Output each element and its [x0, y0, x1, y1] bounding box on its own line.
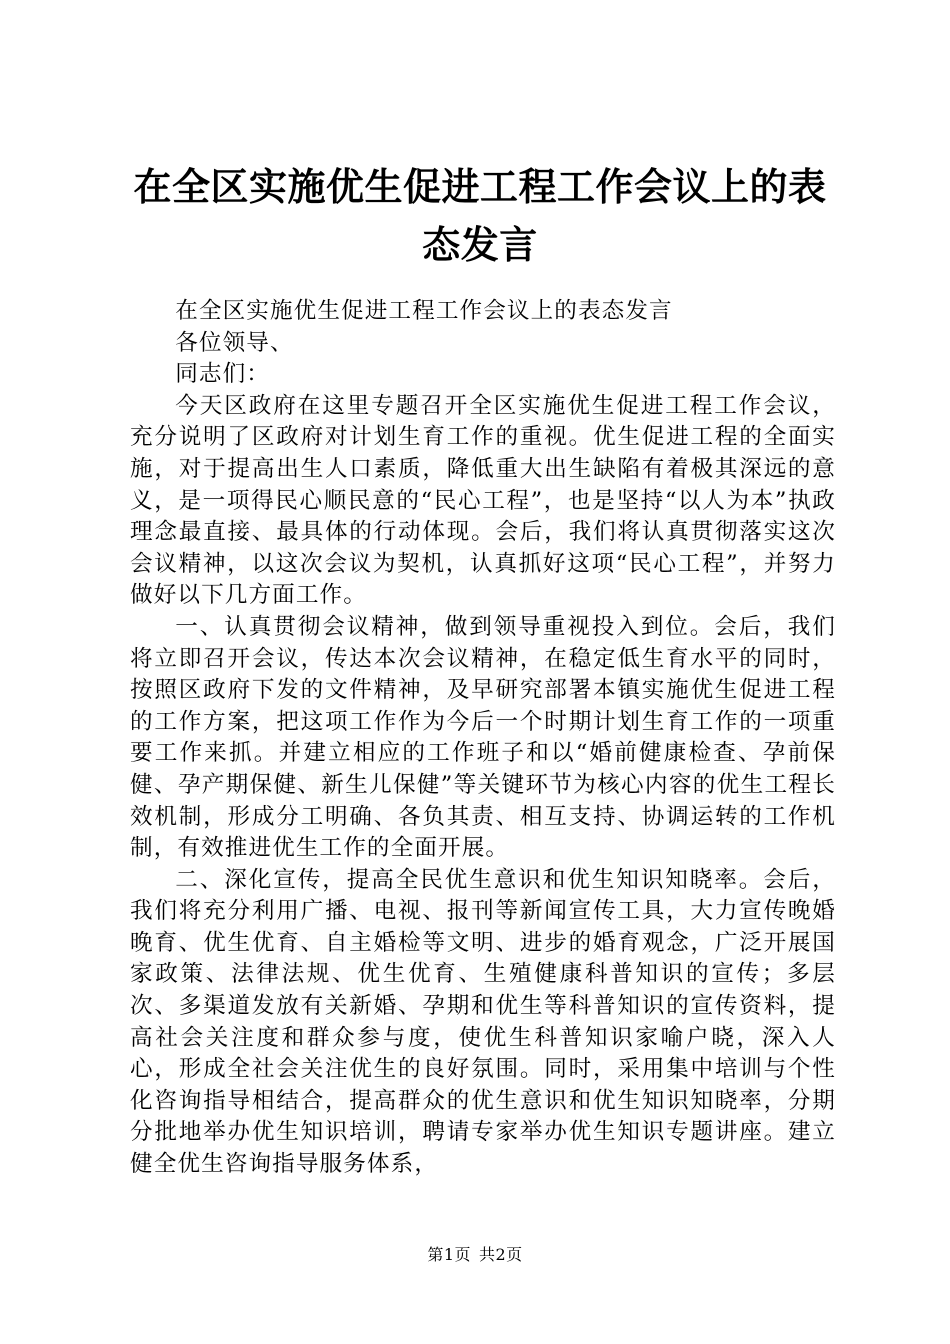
document-body: [130, 296, 836, 1181]
document-title: 在全区实施优生促进工程工作会议上的表态发言: [133, 164, 827, 267]
paragraph-section-two: 二、深化宣传，提高全民优生意识和优生知识知晓率。会后，我们将充分利用广播、电视、报刊等新闻宣传工具，大力宣传晚婚晚育、优生优育、自主婚检等文明、进步的婚育观念，广泛开展国家政策、法律法规、优生优育、生殖健康科普知识的宣传；多层次、多渠道发放有关新婚、孕期和优生等科普知识的宣传资料，提高社会关注度和群众参与度，使优生科普知识家喻户晓，深入人心，形成全社会关注优生的良好氛围。同时，采用集中培训与个性化咨询指导相结合，提高群众的优生意识和优生知识知晓率，分期分批地举办优生知识培训，聘请专家举办优生知识专题讲座。建立健全优生咨询指导服务体系，: [130, 866, 836, 1178]
body-heading: 在全区实施优生促进工程工作会议上的表态发言: [175, 298, 673, 324]
paragraph-section-one: 一、认真贯彻会议精神，做到领导重视投入到位。会后，我们将立即召开会议，传达本次会议精神，在稳定低生育水平的同时，按照区政府下发的文件精神，及早研究部署本镇实施优生促进工程的工作方案，把这项工作作为今后一个时期计划生育工作的一项重要工作来抓。并建立相应的工作班子和以“婚前健康检查、孕前保健、孕产期保健、新生儿保健”等关键环节为核心内容的优生工程长效机制，形成分工明确、各负其责、相互支持、协调运转的工作机制，有效推进优生工作的全面开展。: [130, 613, 836, 862]
page-number: 第1页: [427, 1245, 471, 1264]
page-footer: [0, 1244, 950, 1266]
paragraph-intro: 今天区政府在这里专题召开全区实施优生促进工程工作会议，充分说明了区政府对计划生育工作的重视。优生促进工程的全面实施，对于提高出生人口素质，降低重大出生缺陷有着极其深远的意义，是一项得民心顺民意的“民心工程”，也是坚持“以人为本”执政理念最直接、最具体的行动体现。会后，我们将认真贯彻落实这次会议精神，以这次会议为契机，认真抓好这项“民心工程”，并努力做好以下几方面工作。: [130, 392, 836, 609]
page-total: 共2页: [479, 1245, 523, 1264]
salutation-leaders: 各位领导、: [175, 329, 294, 356]
salutation-comrades: 同志们：: [175, 361, 270, 388]
